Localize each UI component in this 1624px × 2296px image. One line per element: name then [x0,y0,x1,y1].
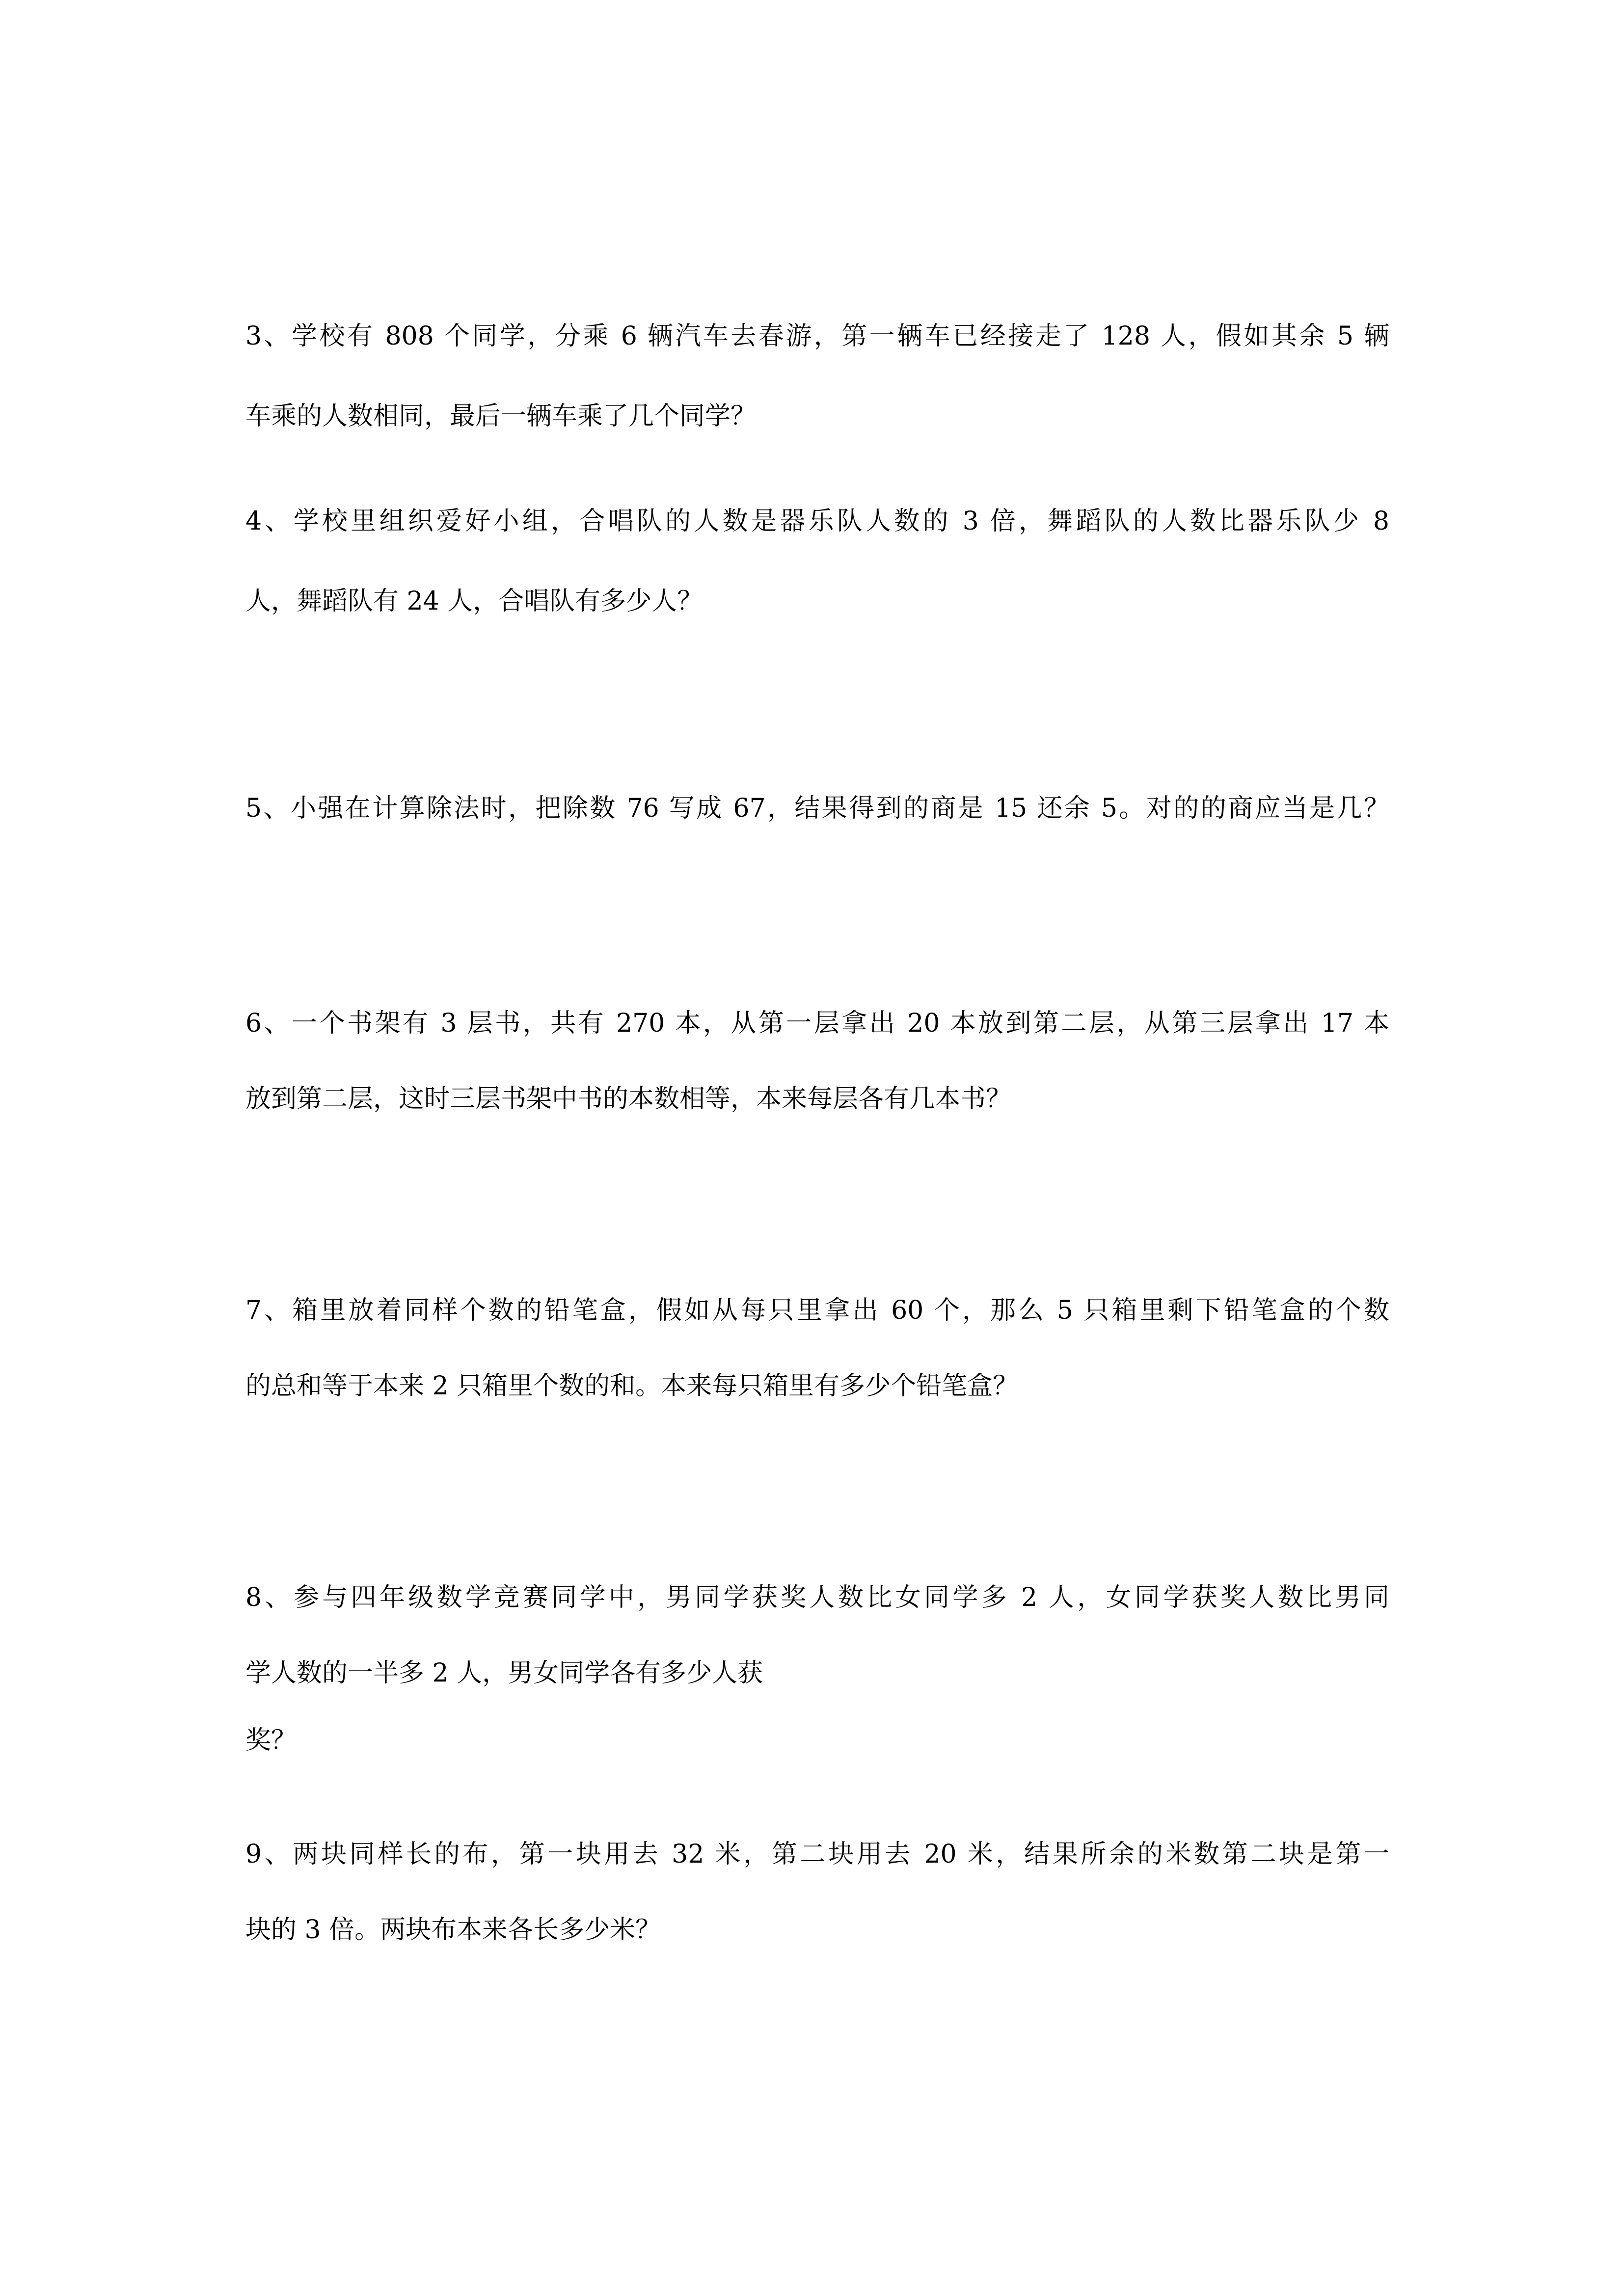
problem-4-line-2: 人，舞蹈队有 24 人，合唱队有多少人？ [245,587,703,616]
problem-6-line-2: 放到第二层，这时三层书架中书的本数相等，本来每层各有几本书？ [245,1084,1012,1114]
problem-9-line-1: 9、两块同样长的布，第一块用去 32 米，第二块用去 20 米，结果所余的米数第二块是第一 [245,1840,1389,1869]
problem-7-line-1: 7、箱里放着同样个数的铅笔盒，假如从每只里拿出 60 个，那么 5 只箱里剩下铅笔盒的个数 [245,1296,1389,1325]
problem-7-line-2: 的总和等于本来 2 只箱里个数的和。本来每只箱里有多少个铅笔盒？ [245,1371,1019,1401]
problem-4-line-1: 4、学校里组织爱好小组，合唱队的人数是器乐队人数的 3 倍，舞蹈队的人数比器乐队少 8 [245,507,1389,536]
problem-5-line-1: 5、小强在计算除法时，把除数 76 写成 67，结果得到的商是 15 还余 5。对的的商应当是几？ [245,794,1389,823]
problem-3-line-1: 3、学校有 808 个同学，分乘 6 辆汽车去春游，第一辆车已经接走了 128 人，假如其余 5 辆 [245,321,1389,351]
problem-8-line-3: 奖？ [245,1726,297,1755]
problem-6-line-1: 6、一个书架有 3 层书，共有 270 本，从第一层拿出 20 本放到第二层，从第三层拿出 17 本 [245,1009,1389,1038]
problem-8-line-2: 学人数的一半多 2 人，男女同学各有多少人获 [245,1658,763,1688]
problem-9-line-2: 块的 3 倍。两块布本来各长多少米？ [245,1915,661,1945]
problem-3-line-2: 车乘的人数相同，最后一辆车乘了几个同学？ [245,401,757,431]
problem-8-line-1: 8、参与四年级数学竞赛同学中，男同学获奖人数比女同学多 2 人，女同学获奖人数比男同 [245,1583,1389,1612]
